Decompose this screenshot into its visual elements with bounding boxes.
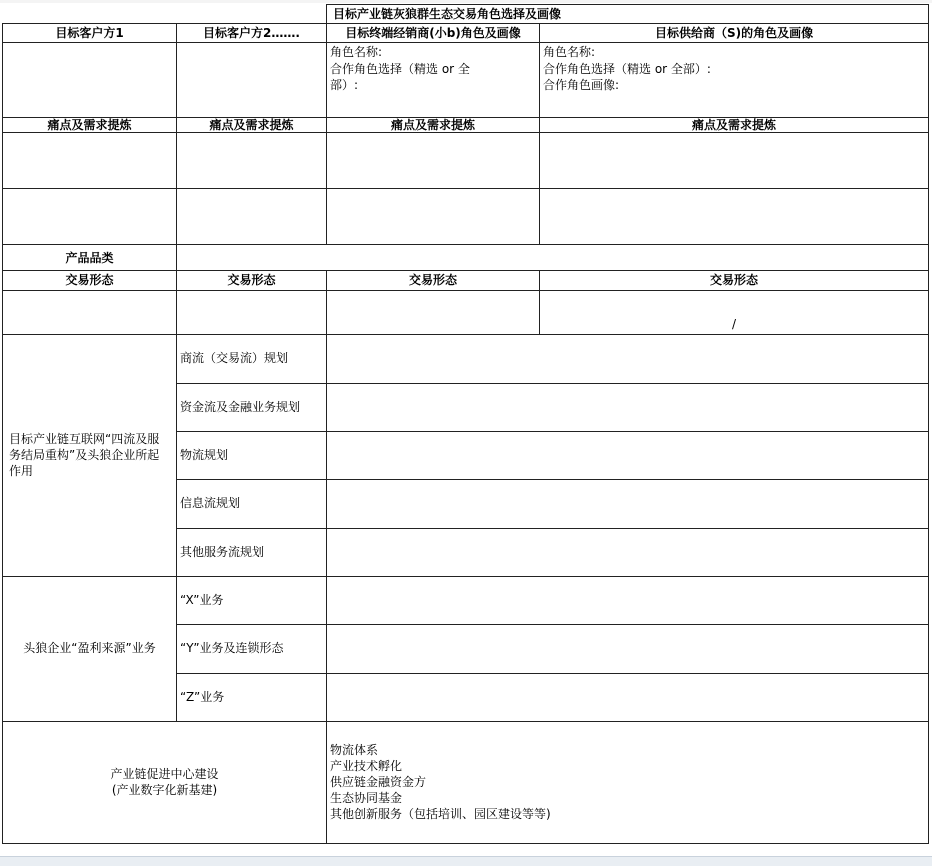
center-item: 产业技术孵化 (330, 758, 403, 773)
pain-cell[interactable] (540, 189, 929, 245)
header-dealer[interactable]: 目标终端经销商(小b)角色及画像 (327, 24, 540, 43)
center-item: 生态协同基金 (330, 791, 403, 806)
pain-point-label-3: 痛点及需求提炼 (327, 118, 540, 133)
trade-form-label-3: 交易形态 (327, 271, 540, 290)
pain-cell[interactable] (177, 189, 327, 245)
dealer-role-choice: 合作角色选择（精选 or 全 (330, 61, 470, 76)
trade-form-cell[interactable] (177, 290, 327, 334)
top-divider (0, 0, 932, 3)
trade-form-cell[interactable] (3, 290, 177, 334)
dealer-role-choice-cont: 部）: (330, 77, 359, 92)
flow-item-logistics: 物流规划 (177, 431, 327, 479)
flow-plan-cell[interactable] (327, 383, 929, 431)
trade-form-slash-cell[interactable]: / (540, 290, 929, 334)
customer-1-profile-cell[interactable] (3, 43, 177, 118)
pain-cell[interactable] (177, 133, 327, 189)
profit-item-y: “Y”业务及连锁形态 (177, 624, 327, 673)
supplier-role-portrait: 合作角色画像: (543, 77, 620, 92)
pain-point-label-2: 痛点及需求提炼 (177, 118, 327, 133)
trade-form-label-1: 交易形态 (3, 271, 177, 290)
flow-plan-cell[interactable] (327, 334, 929, 383)
profit-item-z: “Z”业务 (177, 673, 327, 721)
pain-cell[interactable] (540, 133, 929, 189)
center-label-line1: 产业链促进中心建设 (110, 766, 219, 781)
product-category-value[interactable] (177, 245, 929, 271)
profit-plan-cell[interactable] (327, 673, 929, 721)
flow-plan-cell[interactable] (327, 528, 929, 576)
supplier-profile-cell[interactable] (540, 43, 929, 118)
flows-group-label: 目标产业链互联网“四流及服务结局重构”及头狼企业所起作用 (3, 334, 177, 576)
supplier-role-name: 角色名称: (543, 45, 596, 60)
trade-form-label-2: 交易形态 (177, 271, 327, 290)
center-item: 供应链金融资金方 (330, 774, 427, 789)
dealer-profile-cell[interactable] (327, 43, 540, 118)
pain-cell[interactable] (327, 133, 540, 189)
customer-2-profile-cell[interactable] (177, 43, 327, 118)
flow-item-information: 信息流规划 (177, 479, 327, 528)
supplier-role-choice: 合作角色选择（精选 or 全部）: (543, 61, 711, 76)
pain-cell[interactable] (3, 189, 177, 245)
sheet-title: 目标产业链灰狼群生态交易角色选择及画像 (327, 5, 929, 24)
header-customer-2[interactable]: 目标客户方2……. (177, 24, 327, 43)
title-left-blank (3, 5, 327, 24)
flow-item-other-services: 其他服务流规划 (177, 528, 327, 576)
pain-cell[interactable] (327, 189, 540, 245)
product-category-label: 产品品类 (3, 245, 177, 271)
center-item: 其他创新服务（包括培训、园区建设等等) (330, 807, 551, 822)
profit-plan-cell[interactable] (327, 624, 929, 673)
dealer-role-name: 角色名称: (330, 45, 383, 60)
pain-point-label-1: 痛点及需求提炼 (3, 118, 177, 133)
flow-item-trade: 商流（交易流）规划 (177, 334, 327, 383)
header-customer-1[interactable]: 目标客户方1 (3, 24, 177, 43)
pain-point-label-4: 痛点及需求提炼 (540, 118, 929, 133)
header-supplier[interactable]: 目标供给商（S)的角色及画像 (540, 24, 929, 43)
trade-form-cell[interactable] (327, 290, 540, 334)
ecosystem-role-table (2, 4, 929, 844)
profit-item-x: “X”业务 (177, 576, 327, 624)
profit-plan-cell[interactable] (327, 576, 929, 624)
center-label-cell (3, 721, 327, 843)
pain-cell[interactable] (3, 133, 177, 189)
flow-plan-cell[interactable] (327, 431, 929, 479)
center-items-cell[interactable] (327, 721, 929, 843)
center-label-line2: (产业数字化新基建) (111, 783, 218, 798)
profit-group-label: 头狼企业“盈利来源”业务 (3, 576, 177, 721)
flow-item-finance: 资金流及金融业务规划 (177, 383, 327, 431)
center-item: 物流体系 (330, 742, 379, 757)
flow-plan-cell[interactable] (327, 479, 929, 528)
trade-form-label-4: 交易形态 (540, 271, 929, 290)
